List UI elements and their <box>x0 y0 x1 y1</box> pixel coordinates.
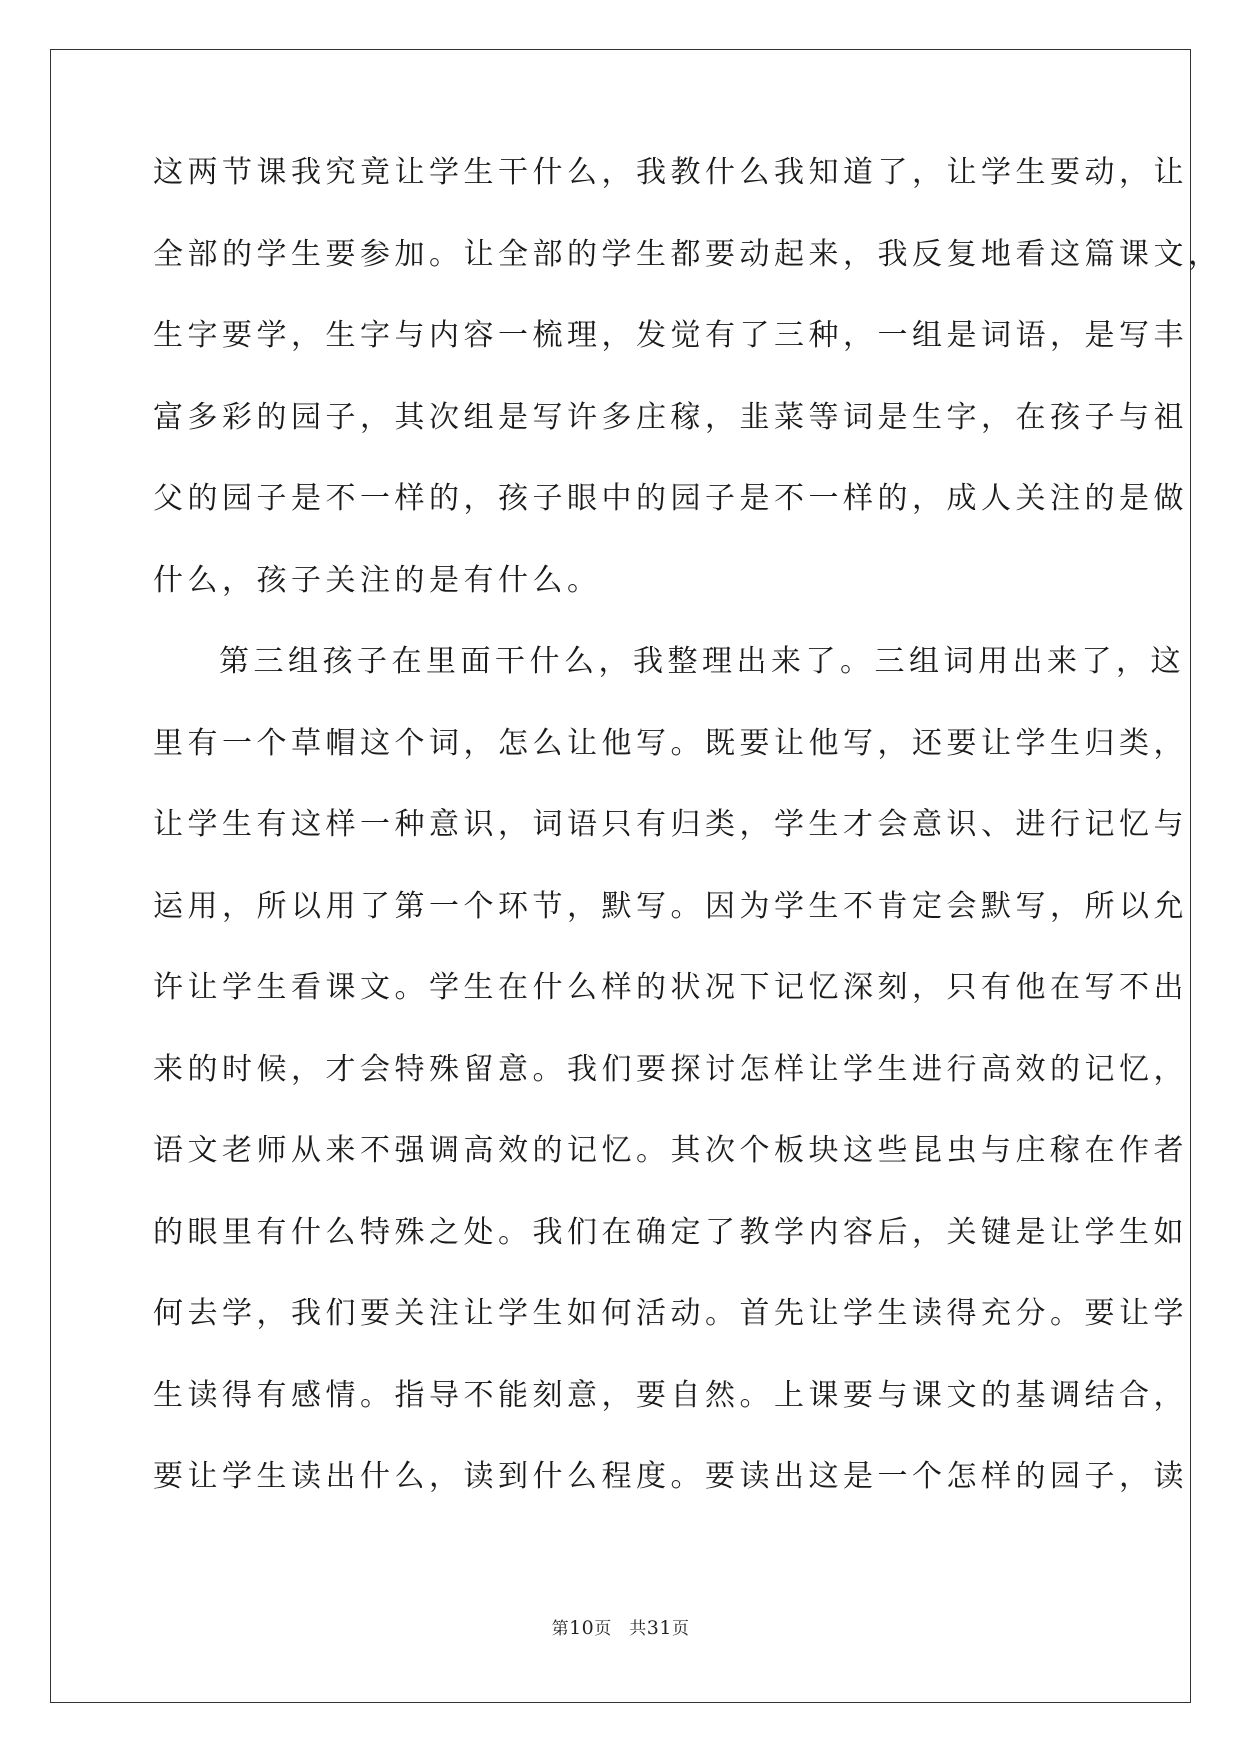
current-page-number: 10 <box>569 1617 595 1639</box>
text-line: 许让学生看课文。学生在什么样的状况下记忆深刻，只有他在写不出 <box>153 970 1188 1005</box>
body-text <box>153 132 1223 1518</box>
text-line: 全部的学生要参加。让全部的学生都要动起来，我反复地看这篇课文， <box>153 236 1223 272</box>
text-line: 让学生有这样一种意识，词语只有归类，学生才会意识、进行记忆与 <box>153 807 1188 842</box>
paragraph-1 <box>153 132 1223 621</box>
paragraph-2 <box>153 621 1188 1518</box>
footer-middle: 页 共 <box>594 1619 647 1639</box>
text-line: 的眼里有什么特殊之处。我们在确定了教学内容后，关键是让学生如 <box>153 1214 1188 1250</box>
text-line: 何去学，我们要关注让学生如何活动。首先让学生读得充分。要让学 <box>153 1296 1188 1331</box>
footer-prefix: 第 <box>551 1619 570 1639</box>
text-line: 第三组孩子在里面干什么，我整理出来了。三组词用出来了，这 <box>219 644 1185 679</box>
text-line: 什么，孩子关注的是有什么。 <box>153 562 602 598</box>
text-line: 生读得有感情。指导不能刻意，要自然。上课要与课文的基调结合， <box>153 1377 1188 1413</box>
text-line: 里有一个草帽这个词，怎么让他写。既要让他写，还要让学生归类， <box>153 725 1188 761</box>
text-line: 生字要学，生字与内容一梳理，发觉有了三种，一组是词语，是写丰 <box>153 318 1188 353</box>
text-line: 要让学生读出什么，读到什么程度。要读出这是一个怎样的园子，读 <box>153 1459 1188 1494</box>
text-line: 富多彩的园子，其次组是写许多庄稼，韭菜等词是生字，在孩子与祖 <box>153 399 1188 435</box>
text-line: 这两节课我究竟让学生干什么，我教什么我知道了，让学生要动，让 <box>153 155 1188 190</box>
text-line: 来的时候，才会特殊留意。我们要探讨怎样让学生进行高效的记忆， <box>153 1051 1188 1087</box>
page-footer <box>0 1614 1241 1639</box>
total-pages-number: 31 <box>646 1617 672 1639</box>
text-line: 语文老师从来不强调高效的记忆。其次个板块这些昆虫与庄稼在作者 <box>153 1133 1188 1168</box>
text-line: 父的园子是不一样的，孩子眼中的园子是不一样的，成人关注的是做 <box>153 481 1188 516</box>
text-line: 运用，所以用了第一个环节，默写。因为学生不肯定会默写，所以允 <box>153 888 1188 924</box>
footer-suffix: 页 <box>671 1619 690 1639</box>
